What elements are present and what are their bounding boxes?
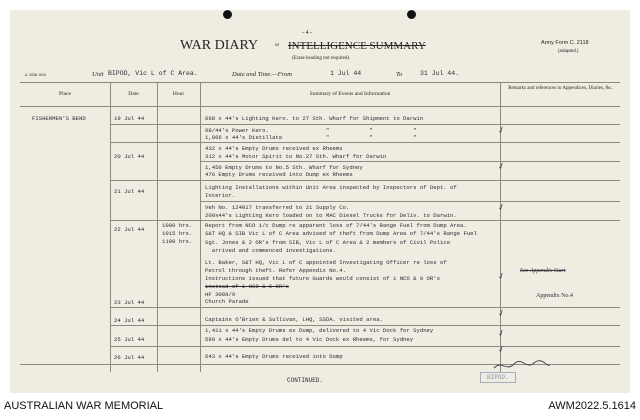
checkmark-icon: ✓ bbox=[496, 308, 508, 320]
entry-date: 19 Jul 44 bbox=[114, 115, 145, 122]
punch-hole-right bbox=[407, 10, 416, 19]
archive-credit: AUSTRALIAN WAR MEMORIAL bbox=[4, 400, 164, 412]
row-rule bbox=[110, 325, 620, 326]
continued-text: CONTINUED. bbox=[287, 377, 324, 384]
checkmark-icon: ✓ bbox=[496, 271, 508, 283]
col-divider-date bbox=[157, 82, 158, 372]
form-code: A. 3038. 8/44 bbox=[25, 73, 46, 77]
handwritten-note: See Appendix Start bbox=[520, 268, 566, 274]
entry-line-struck: instead of 1 NCO & 6 OR's bbox=[205, 283, 289, 290]
struck-title: INTELLIGENCE SUMMARY bbox=[288, 40, 426, 52]
entry-line: 589 x 44's Empty Drums del to 4 Vic Dock ex Rheems, for Sydney bbox=[205, 336, 414, 343]
entry-date: 21 Jul 44 bbox=[114, 188, 145, 195]
entry-line: 1,411 x 44's Empty Drums ex Dump, delivered to 4 Vic Dock for Sydney bbox=[205, 327, 434, 334]
entry-line: Petrol through theft. Refer Appendix No.4. bbox=[205, 267, 346, 274]
col-divider-place bbox=[110, 82, 111, 372]
checkmark-icon: ✓ bbox=[496, 161, 508, 173]
entry-date: 25 Jul 44 bbox=[114, 336, 145, 343]
row-rule bbox=[200, 201, 620, 202]
entry-line: 476 Empty Drums received into Dump ex Rheems bbox=[205, 171, 353, 178]
place-name: FISHERMEN'S BEND bbox=[32, 115, 86, 122]
row-rule bbox=[200, 161, 620, 162]
date-from: 1 Jul 44 bbox=[330, 70, 362, 77]
entry-line: 68/44's Power Kero. " " " bbox=[205, 127, 417, 134]
to-label: To bbox=[396, 71, 403, 78]
entry-date: 24 Jul 44 bbox=[114, 317, 145, 324]
entry-line: Lighting Installations within Unit Area inspected by Inspectors of Dept. of bbox=[205, 184, 457, 191]
entry-line: Report from NCO i/c Dump re apparent loss of 7/44's Range Fuel from Dump Area. bbox=[205, 222, 467, 229]
entry-line: arrived and commenced investigations. bbox=[205, 247, 336, 254]
date-label: Date and Time.—From bbox=[232, 71, 292, 78]
checkmark-icon: ✓ bbox=[496, 125, 508, 137]
entry-date: 23 Jul 44 bbox=[114, 299, 145, 306]
checkmark-icon: ✓ bbox=[496, 344, 508, 356]
punch-hole-left bbox=[223, 10, 232, 19]
entry-date: 26 Jul 44 bbox=[114, 354, 145, 361]
col-header-remarks: Remarks and references to Appendices, Diaries, &c. bbox=[508, 86, 613, 91]
entry-line: 668 x 44's Lighting Kero. to 27 Sth. Wharf for Shipment to Darwin bbox=[205, 115, 424, 122]
entry-line: Lt. Baker, S&T HQ, Vic L of C appointed Investigating Officer re loss of bbox=[205, 259, 447, 266]
col-header-place: Place bbox=[59, 91, 71, 97]
row-rule bbox=[110, 220, 620, 221]
entry-hours: 1000 hrs. 1015 hrs. 1100 hrs. bbox=[162, 222, 193, 245]
entry-line: HF 3008/9 bbox=[205, 291, 236, 298]
col-divider-hour bbox=[200, 82, 201, 372]
subtitle: (Erase heading not required). bbox=[292, 56, 351, 61]
entry-line: Church Parade bbox=[205, 298, 249, 305]
entry-line: 312 x 44's Motor Spirit to No.27 Sth. Wharf for Darwin bbox=[205, 153, 387, 160]
entry-date: 22 Jul 44 bbox=[114, 226, 145, 233]
row-rule bbox=[110, 307, 620, 308]
col-header-date: Date bbox=[128, 91, 139, 97]
row-rule bbox=[110, 124, 620, 125]
col-header-summary: Summary of Events and Information bbox=[309, 91, 391, 97]
entry-date: 20 Jul 44 bbox=[114, 153, 145, 160]
row-rule bbox=[110, 180, 620, 181]
entry-line: Veh No. 124017 transferred to 21 Supply Co. bbox=[205, 204, 350, 211]
row-rule bbox=[110, 346, 620, 347]
page-number: - 4 - bbox=[302, 30, 312, 36]
checkmark-icon: ✓ bbox=[496, 328, 508, 340]
entry-line: 643 x 44's Empty Drums received into Dump bbox=[205, 353, 343, 360]
row-rule bbox=[110, 142, 620, 143]
entry-line: Instructions issued that future Guards would consist of 1 NCO & 9 OR's bbox=[205, 275, 440, 282]
unit-stamp: BIPOD. bbox=[480, 372, 516, 383]
or-text: or bbox=[275, 43, 280, 48]
entry-line: Sgt. Jones & 2 OR's from SIB, Vic L of C Area & 2 members of Civil Police bbox=[205, 239, 451, 246]
form-title: WAR DIARY bbox=[180, 38, 259, 53]
entry-line: 209x44's Lighting Kero loaded on to MAC Diesel Trucks for Deliv. to Darwin. bbox=[205, 212, 457, 219]
entry-line: 1,966 x 44's Distillate " " " bbox=[205, 134, 417, 141]
checkmark-icon: ✓ bbox=[496, 202, 508, 214]
col-header-hour: Hour bbox=[172, 91, 185, 97]
entry-line: Captains O'Brien & Sullivan, LHQ, SSDA. visited area. bbox=[205, 316, 383, 323]
adapted-note: (adapted.) bbox=[558, 48, 579, 53]
accession-number: AWM2022.5.1614 bbox=[548, 400, 636, 412]
entry-line: S&T HQ & SIB Vic L of C Area advised of theft from Dump Area of 7/44's Range Fuel bbox=[205, 230, 477, 237]
entry-line: Interior. bbox=[205, 192, 236, 199]
entry-line: 432 x 44's Empty Drums received ex Rheems bbox=[205, 145, 343, 152]
unit-label: Unit bbox=[92, 71, 104, 78]
unit-value: BIPOD, Vic L of C Area. bbox=[108, 70, 198, 77]
date-to: 31 Jul 44. bbox=[420, 70, 460, 77]
appendix-ref: Appendix No.4 bbox=[536, 293, 573, 299]
army-form: Army Form C. 2118 bbox=[541, 40, 589, 46]
entry-line: 1,450 Empty Drums to No.5 Sth. Wharf for Sydney bbox=[205, 164, 363, 171]
